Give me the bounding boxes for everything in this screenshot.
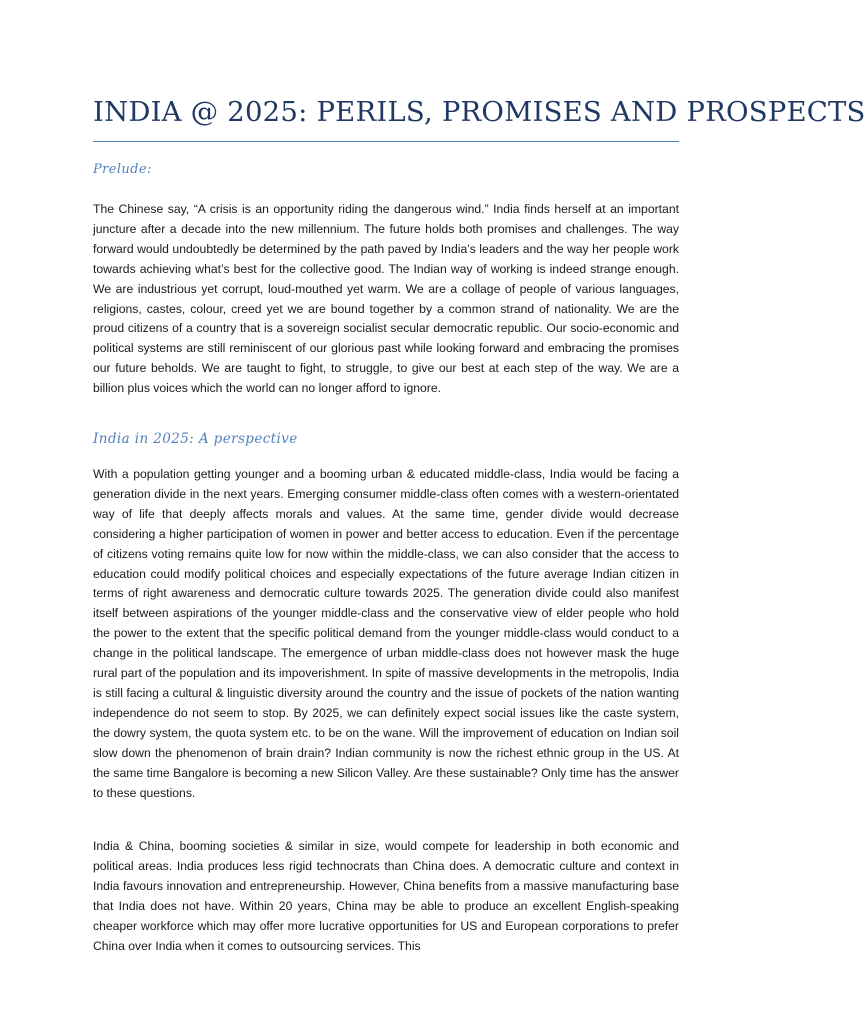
paragraph-prelude: The Chinese say, “A crisis is an opportunity riding the dangerous wind.” India finds herself at an important juncture after a decade into the new millennium. The future holds both promises and challenges. The way forward would undoubtedly be determined by the path paved by India’s leaders and the way her people work towards achieving what’s best for the collective good. The Indian way of working is indeed strange enough. We are industrious yet corrupt, loud-mouthed yet warm. We are a collage of people of various languages, religions, castes, colour, creed yet we are bound together by a common strand of nationality. We are the proud citizens of a country that is a sovereign socialist secular democratic republic. Our socio-economic and political systems are still reminiscent of our glorious past while looking forward and embracing the promises our future beholds. We are taught to fight, to struggle, to give our best at each step of the way. We are a billion plus voices which the world can no longer afford to ignore. bbox=[93, 202, 679, 396]
paragraph-generation-divide: With a population getting younger and a booming urban & educated middle-class, India would be facing a generation divide in the next years. Emerging consumer middle-class often comes with a western-orientated way of life that deeply affects morals and values. At the same time, gender divide would decrease considering a higher participation of women in power and better access to education. Even if the percentage of citizens voting remains quite low for now within the middle-class, we can also consider that the access to education could modify political choices and especially expectations of the future average Indian citizen in terms of right awareness and democratic culture towards 2025. The generation divide could also manifest itself between aspirations of the younger middle-class and the conservative view of elder people who hold the power to the extent that the specific political demand from the younger middle-class would conduct to a change in the political landscape. The emergence of urban middle-class does not however mask the huge rural part of the population and its impoverishment. In spite of massive developments in the metropolis, India is still facing a cultural & linguistic diversity around the country and the issue of pockets of the nation wanting independence do not seem to stop. By 2025, we can definitely expect social issues like the caste system, the dowry system, the quota system etc. to be on the wane. Will the improvement of education on Indian soil slow down the phenomenon of brain drain? Indian community is now the richest ethnic group in the US. At the same time Bangalore is becoming a new Silicon Valley. Are these sustainable? Only time has the answer to these questions. bbox=[93, 467, 679, 800]
section-heading-prelude: Prelude: bbox=[93, 162, 152, 177]
document-title: INDIA @ 2025: PERILS, PROMISES AND PROSPECTS bbox=[93, 92, 679, 142]
paragraph-india-china: India & China, booming societies & similar in size, would compete for leadership in both economic and political areas. India produces less rigid technocrats than China does. A democratic culture and context in India favours innovation and entrepreneurship. However, China benefits from a massive manufacturing base that India does not have. Within 20 years, China may be able to produce an excellent English-speaking cheaper workforce which may offer more lucrative opportunities for US and European corporations to prefer China over India when it comes to outsourcing services. This bbox=[93, 839, 679, 953]
section-heading-india-2025: India in 2025: A perspective bbox=[93, 431, 298, 447]
